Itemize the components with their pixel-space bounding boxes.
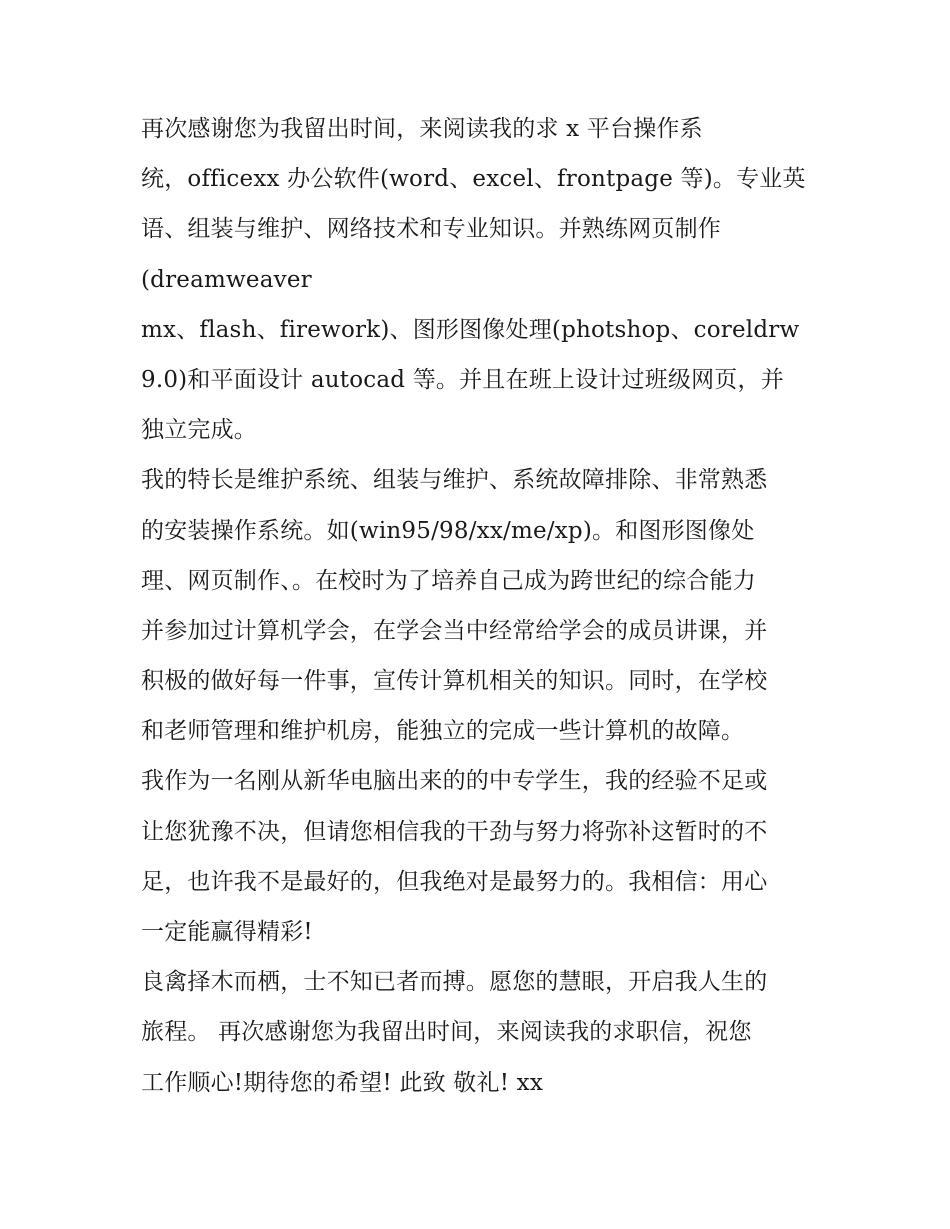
- text-line: 独立完成。: [141, 417, 257, 444]
- text-line: 并参加过计算机学会，在学会当中经常给学会的成员讲课，并: [141, 617, 768, 644]
- text-line: 旅程。 再次感谢您为我留出时间，来阅读我的求职信，祝您: [141, 1019, 752, 1046]
- text-line: (dreamweaver: [141, 266, 312, 293]
- text-line: 再次感谢您为我留出时间，来阅读我的求 x 平台操作系: [141, 116, 703, 142]
- text-line: 足，也许我不是最好的，但我绝对是最努力的。我相信：用心: [141, 868, 768, 895]
- text-line: 和老师管理和维护机房，能独立的完成一些计算机的故障。: [141, 718, 745, 745]
- text-line: 统，officexx 办公软件(word、excel、frontpage 等)。专业英: [141, 166, 806, 193]
- text-line: 理、网页制作、。在校时为了培养自己成为跨世纪的综合能力: [141, 567, 756, 594]
- text-line: 语、组装与维护、网络技术和专业知识。并熟练网页制作: [141, 216, 721, 243]
- text-line: 工作顺心!期待您的希望! 此致 敬礼! xx: [141, 1069, 544, 1096]
- text-line: 良禽择木而栖，士不知已者而搏。愿您的慧眼，开启我人生的: [141, 969, 768, 996]
- text-line: 积极的做好每一件事，宣传计算机相关的知识。同时，在学校: [141, 668, 768, 695]
- text-line: 让您犹豫不决，但请您相信我的干劲与努力将弥补这暂时的不: [141, 818, 768, 845]
- text-line: 我的特长是维护系统、组装与维护、系统故障排除、非常熟悉: [141, 467, 768, 494]
- text-line: 我作为一名刚从新华电脑出来的的中专学生，我的经验不足或: [141, 768, 768, 795]
- text-line: 一定能赢得精彩!: [141, 919, 313, 945]
- text-line: 的安装操作系统。如(win95/98/xx/me/xp)。和图形图像处: [141, 517, 755, 544]
- letter-body: [141, 104, 821, 1108]
- text-line: 9.0)和平面设计 autocad 等。并且在班上设计过班级网页，并: [141, 366, 784, 393]
- text-line: mx、flash、firework)、图形图像处理(photshop、coreldrw: [141, 316, 800, 343]
